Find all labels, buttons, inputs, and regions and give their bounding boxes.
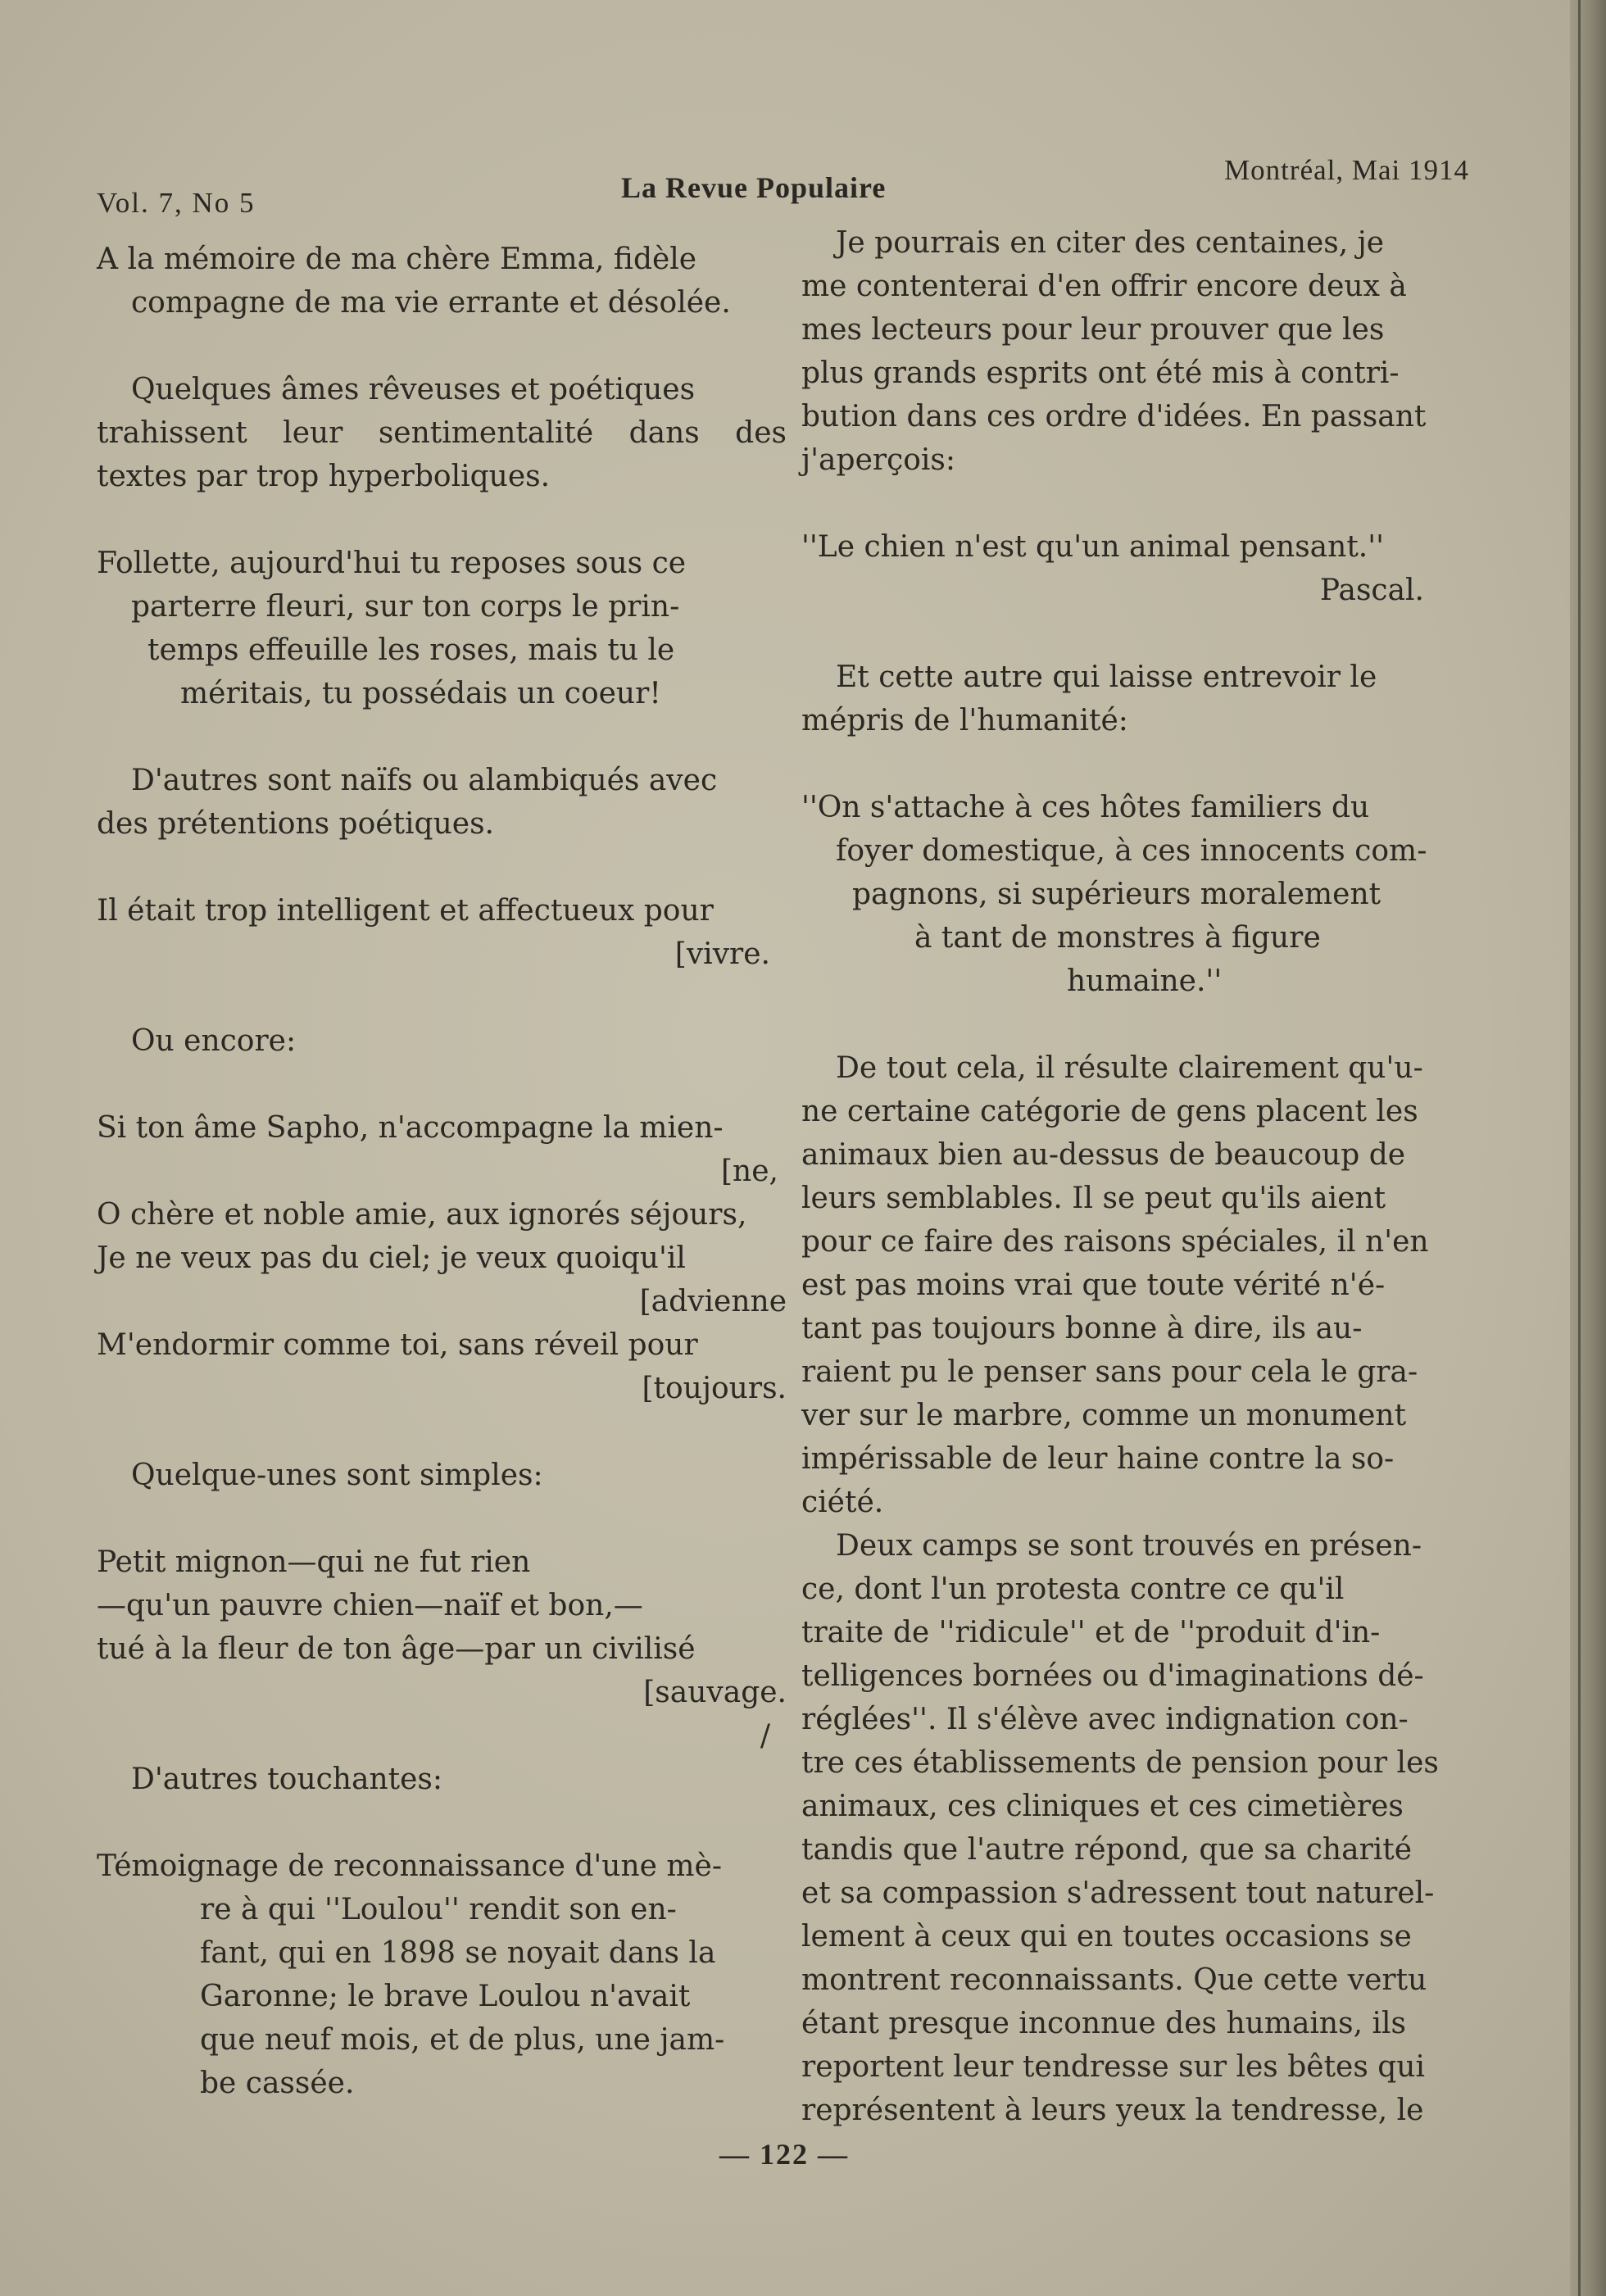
text-line: Ou encore: bbox=[131, 1024, 297, 1058]
text-line: trahissent leur sentimentalité dans des bbox=[97, 416, 787, 450]
text-line: impérissable de leur haine contre la so- bbox=[801, 1442, 1395, 1476]
text-line: réglées''. Il s'élève avec indignation con- bbox=[801, 1703, 1409, 1736]
stray-mark: / bbox=[760, 1719, 770, 1753]
text-line: tandis que l'autre répond, que sa charité bbox=[801, 1833, 1413, 1867]
left-column bbox=[97, 238, 787, 2105]
text-line: mes lecteurs pour leur prouver que les bbox=[801, 313, 1385, 347]
text-line: Si ton âme Sapho, n'accompagne la mien- bbox=[97, 1111, 724, 1145]
text-line: D'autres touchantes: bbox=[131, 1763, 443, 1796]
text-line: compagne de ma vie errante et désolée. bbox=[131, 286, 731, 320]
right-column bbox=[801, 221, 1473, 2132]
text-line: reportent leur tendresse sur les bêtes qui bbox=[801, 2050, 1426, 2084]
text-line: A la mémoire de ma chère Emma, fidèle bbox=[97, 243, 697, 276]
text-line: représentent à leurs yeux la tendresse, le bbox=[801, 2094, 1424, 2127]
text-line: parterre fleuri, sur ton corps le prin- bbox=[131, 590, 680, 624]
text-line: ver sur le marbre, comme un monument bbox=[801, 1399, 1407, 1432]
text-line: ce, dont l'un protesta contre ce qu'il bbox=[801, 1572, 1345, 1606]
text-line: Follette, aujourd'hui tu reposes sous ce bbox=[97, 547, 687, 580]
text-line: temps effeuille les roses, mais tu le bbox=[147, 633, 675, 667]
quote-line: à tant de monstres à figure bbox=[914, 921, 1321, 955]
text-line: Et cette autre qui laisse entrevoir le bbox=[836, 660, 1377, 694]
text-line: étant presque inconnue des humains, ils bbox=[801, 2007, 1406, 2040]
text-line: tant pas toujours bonne à dire, ils au- bbox=[801, 1312, 1363, 1345]
text-line: bution dans ces ordre d'idées. En passant bbox=[801, 400, 1427, 433]
text-line: ciété. bbox=[801, 1486, 884, 1519]
text-line: animaux, ces cliniques et ces cimetières bbox=[801, 1790, 1404, 1823]
text-line: [vivre. bbox=[674, 937, 770, 971]
text-line: D'autres sont naïfs ou alambiqués avec bbox=[131, 764, 718, 797]
text-line: Je pourrais en citer des centaines, je bbox=[836, 226, 1385, 260]
text-line: [toujours. bbox=[642, 1372, 787, 1405]
text-line: plus grands esprits ont été mis à contri- bbox=[801, 356, 1400, 390]
text-line: tre ces établissements de pension pour les bbox=[801, 1746, 1439, 1780]
text-line: De tout cela, il résulte clairement qu'u- bbox=[836, 1051, 1423, 1085]
text-line: leurs semblables. Il se peut qu'ils aient bbox=[801, 1182, 1386, 1215]
text-line: raient pu le penser sans pour cela le gra- bbox=[801, 1355, 1418, 1389]
text-line: et sa compassion s'adressent tout naturel- bbox=[801, 1876, 1435, 1910]
text-line: pour ce faire des raisons spéciales, il n'en bbox=[801, 1225, 1429, 1259]
quote-line: ''Le chien n'est qu'un animal pensant.'' bbox=[801, 530, 1385, 564]
text-line: O chère et noble amie, aux ignorés séjours, bbox=[97, 1198, 747, 1232]
volume-number: Vol. 7, No 5 bbox=[97, 187, 256, 219]
text-line: [sauvage. bbox=[643, 1676, 787, 1709]
text-line: [ne, bbox=[721, 1155, 778, 1188]
text-line: j'aperçois: bbox=[801, 443, 956, 477]
text-line: re à qui ''Loulou'' rendit son en- bbox=[200, 1893, 677, 1926]
text-line: mépris de l'humanité: bbox=[801, 704, 1128, 737]
text-line: Il était trop intelligent et affectueux pour bbox=[97, 894, 714, 928]
text-line: telligences bornées ou d'imaginations dé- bbox=[801, 1659, 1424, 1693]
text-line: lement à ceux qui en toutes occasions se bbox=[801, 1920, 1412, 1953]
text-line: montrent reconnaissants. Que cette vertu bbox=[801, 1963, 1427, 1997]
text-line: Garonne; le brave Loulou n'avait bbox=[200, 1980, 691, 2013]
text-line: que neuf mois, et de plus, une jam- bbox=[200, 2023, 725, 2057]
text-line: traite de ''ridicule'' et de ''produit d'in- bbox=[801, 1616, 1381, 1649]
text-line: ne certaine catégorie de gens placent les bbox=[801, 1095, 1418, 1128]
text-line: des prétentions poétiques. bbox=[97, 807, 494, 841]
text-line: Quelques âmes rêveuses et poétiques bbox=[131, 373, 696, 406]
running-header bbox=[97, 154, 1469, 220]
text-line: Deux camps se sont trouvés en présen- bbox=[836, 1529, 1422, 1563]
text-line: M'endormir comme toi, sans réveil pour bbox=[97, 1328, 698, 1362]
page-number: — 122 — bbox=[719, 2138, 849, 2171]
quote-line: humaine.'' bbox=[1067, 964, 1223, 998]
issue-date: Montréal, Mai 1914 bbox=[1224, 154, 1469, 186]
text-line: Témoignage de reconnaissance d'une mè- bbox=[97, 1849, 722, 1883]
text-line: —qu'un pauvre chien—naïf et bon,— bbox=[97, 1589, 643, 1622]
page-binding-edge bbox=[1570, 0, 1606, 2296]
quote-attribution: Pascal. bbox=[1319, 574, 1424, 607]
quote-line: pagnons, si supérieurs moralement bbox=[852, 878, 1381, 911]
text-line: animaux bien au-dessus de beaucoup de bbox=[801, 1138, 1406, 1172]
text-line: est pas moins vrai que toute vérité n'é- bbox=[801, 1268, 1386, 1302]
text-line: textes par trop hyperboliques. bbox=[97, 460, 551, 493]
text-line: Petit mignon—qui ne fut rien bbox=[97, 1545, 531, 1579]
text-line: be cassée. bbox=[200, 2067, 355, 2100]
journal-title: La Revue Populaire bbox=[621, 171, 887, 204]
text-line: tué à la fleur de ton âge—par un civilisé bbox=[97, 1632, 696, 1666]
text-line: méritais, tu possédais un coeur! bbox=[180, 677, 661, 710]
text-line: me contenterai d'en offrir encore deux à bbox=[801, 270, 1407, 303]
quote-line: ''On s'attache à ces hôtes familiers du bbox=[801, 791, 1370, 824]
text-line: Je ne veux pas du ciel; je veux quoiqu'il bbox=[97, 1241, 686, 1275]
text-line: fant, qui en 1898 se noyait dans la bbox=[200, 1936, 716, 1970]
text-line: Quelque-unes sont simples: bbox=[131, 1459, 543, 1492]
binding-line bbox=[1578, 0, 1581, 2296]
quote-line: foyer domestique, à ces innocents com- bbox=[836, 834, 1427, 868]
text-line: [advienne bbox=[639, 1285, 787, 1318]
